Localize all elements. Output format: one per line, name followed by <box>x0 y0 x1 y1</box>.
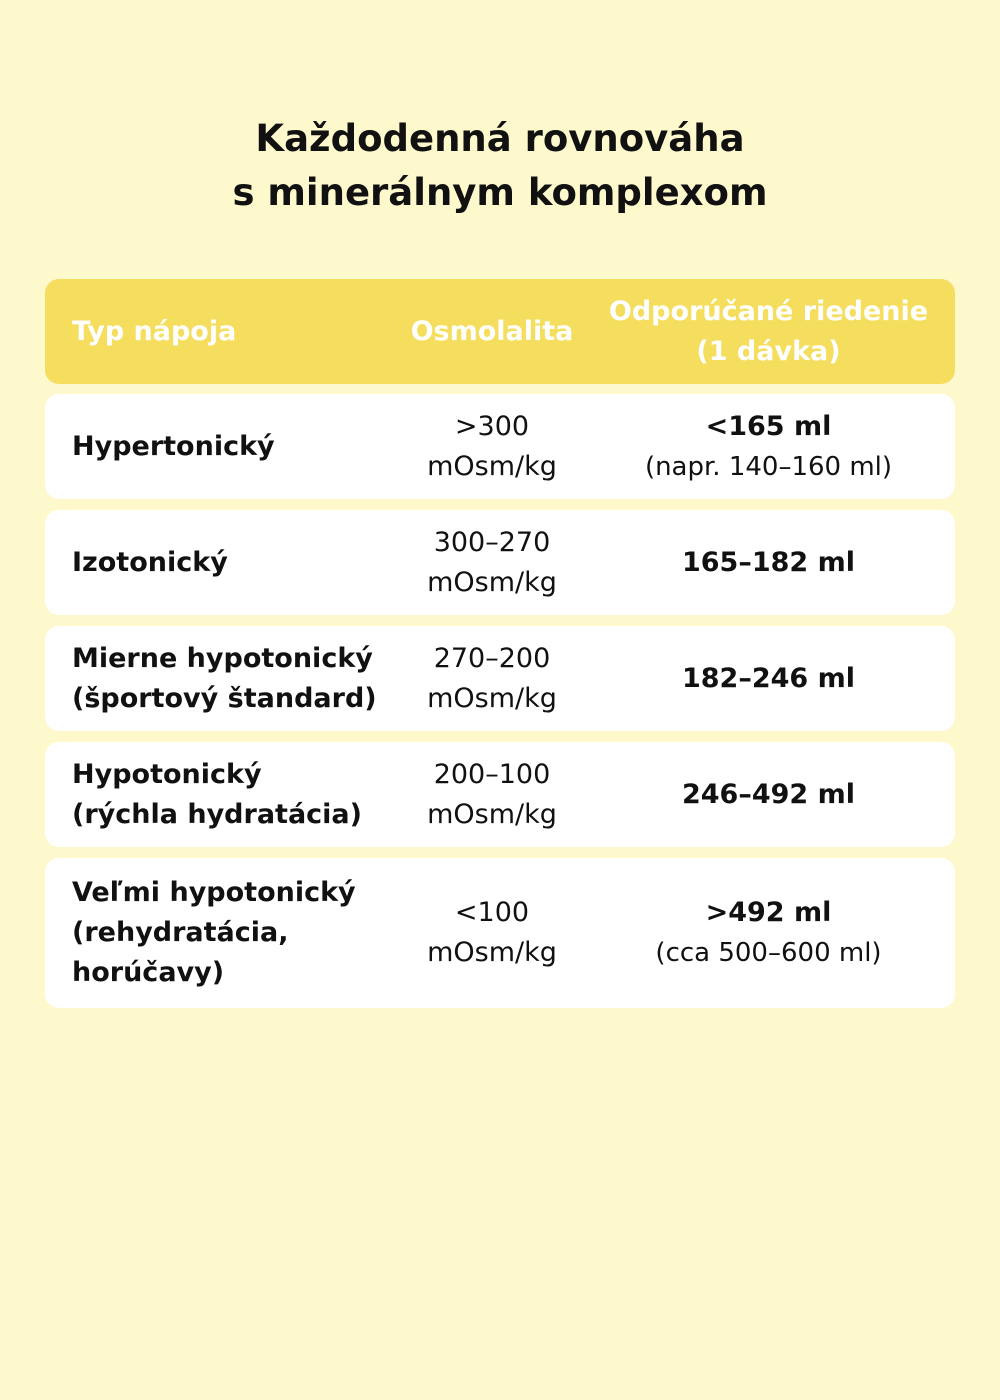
osmolality-unit: mOsm/kg <box>427 682 557 714</box>
table-header-row <box>45 279 955 384</box>
drink-type-line: Hypertonický <box>72 430 275 462</box>
table-row <box>45 742 955 847</box>
header-dilution-line-2: (1 dávka) <box>696 335 841 367</box>
drink-type-line: (športový štandard) <box>72 682 377 714</box>
dilution-note: (cca 500–600 ml) <box>655 938 882 968</box>
page-title-line-1: Každodenná rovnováha <box>255 117 745 160</box>
header-dilution <box>582 292 955 372</box>
drink-type-cell <box>45 755 402 835</box>
osmolality-value: >300 <box>454 410 530 442</box>
osmolality-value: 270–200 <box>433 642 551 674</box>
osmolality-unit: mOsm/kg <box>427 450 557 482</box>
table-row <box>45 858 955 1008</box>
table-row <box>45 626 955 731</box>
osmolality-cell <box>402 893 582 973</box>
drink-type-line: Veľmi hypotonický <box>72 877 356 908</box>
table-row <box>45 510 955 615</box>
drink-type-cell <box>45 639 402 719</box>
osmolality-cell <box>402 523 582 603</box>
drink-type-cell <box>45 427 402 467</box>
dilution-table <box>45 279 955 1019</box>
dilution-main: 165–182 ml <box>681 546 855 578</box>
dilution-cell <box>582 775 955 815</box>
osmolality-cell <box>402 755 582 835</box>
drink-type-cell <box>45 873 402 993</box>
drink-type-line: horúčavy) <box>72 957 225 988</box>
drink-type-line: Mierne hypotonický <box>72 642 373 674</box>
header-type: Typ nápoja <box>72 315 237 347</box>
dilution-main: 246–492 ml <box>681 778 855 810</box>
drink-type-line: (rehydratácia, <box>72 917 289 948</box>
dilution-cell <box>582 407 955 487</box>
osmolality-value: 200–100 <box>433 758 551 790</box>
drink-type-cell <box>45 543 402 583</box>
osmolality-cell <box>402 639 582 719</box>
table-row <box>45 394 955 499</box>
osmolality-cell <box>402 407 582 487</box>
osmolality-unit: mOsm/kg <box>427 566 557 598</box>
dilution-main: <165 ml <box>705 410 832 442</box>
page-title <box>0 112 1000 220</box>
dilution-main: >492 ml <box>705 897 832 928</box>
osmolality-value: <100 <box>454 897 530 928</box>
osmolality-unit: mOsm/kg <box>427 937 557 968</box>
dilution-cell <box>582 659 955 699</box>
header-dilution-line-1: Odporúčané riedenie <box>608 295 929 327</box>
dilution-main: 182–246 ml <box>681 662 855 694</box>
drink-type-line: Izotonický <box>72 546 228 578</box>
dilution-cell <box>582 893 955 973</box>
dilution-cell <box>582 543 955 583</box>
osmolality-unit: mOsm/kg <box>427 798 557 830</box>
header-osmolality: Osmolalita <box>410 315 574 347</box>
drink-type-line: Hypotonický <box>72 758 262 790</box>
osmolality-value: 300–270 <box>433 526 551 558</box>
dilution-note: (napr. 140–160 ml) <box>644 451 893 482</box>
page-title-line-2: s minerálnym komplexom <box>232 171 768 214</box>
drink-type-line: (rýchla hydratácia) <box>72 798 362 830</box>
